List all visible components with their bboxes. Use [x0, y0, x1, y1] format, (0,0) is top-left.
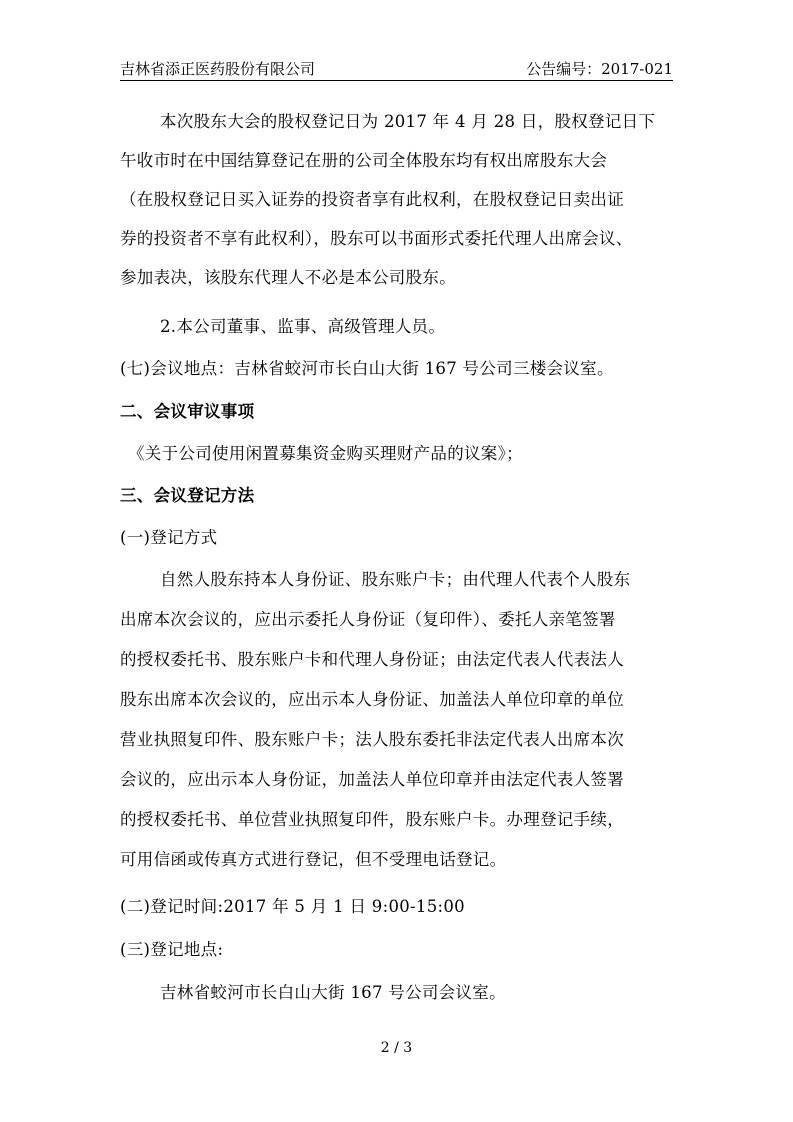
list-item: 2.本公司董事、监事、高级管理人员。: [160, 317, 446, 336]
paragraph-line: （在股权登记日买入证券的投资者享有此权利，在股权登记日卖出证: [120, 190, 624, 209]
paragraph-line: 股东出席本次会议的，应出示本人身份证、加盖法人单位印章的单位: [120, 690, 624, 709]
paragraph-line: 券的投资者不享有此权利），股东可以书面形式委托代理人出席会议、: [120, 229, 633, 248]
paragraph-line: 可用信函或传真方式进行登记，但不受理电话登记。: [120, 850, 507, 869]
section-heading: 三、会议登记方法: [120, 486, 255, 505]
section-heading: 二、会议审议事项: [120, 402, 255, 421]
paragraph-line: 营业执照复印件、股东账户卡；法人股东委托非法定代表人出席本次: [120, 730, 624, 749]
paragraph-line: 出席本次会议的，应出示委托人身份证（复印件）、委托人亲笔签署: [120, 610, 616, 629]
paragraph-line: 自然人股东持本人身份证、股东账户卡；由代理人代表个人股东: [160, 570, 631, 589]
paragraph-line: 会议的，应出示本人身份证，加盖法人单位印章并由法定代表人签署: [120, 770, 624, 789]
paragraph-line: 午收市时在中国结算登记在册的公司全体股东均有权出席股东大会: [120, 151, 608, 170]
registration-location: 吉林省蛟河市长白山大街 167 号公司会议室。: [160, 983, 506, 1002]
proposal-title: 《关于公司使用闲置募集资金购买理财产品的议案》；: [128, 444, 523, 463]
paragraph-line: 的授权委托书、单位营业执照复印件，股东账户卡。办理登记手续，: [120, 810, 624, 829]
paragraph-line: 参加表决，该股东代理人不必是本公司股东。: [120, 268, 456, 287]
announcement-number: 公告编号：2017-021: [526, 60, 673, 78]
subsection-title: (一)登记方式: [120, 528, 218, 547]
registration-time: (二)登记时间:2017 年 5 月 1 日 9:00-15:00: [120, 897, 465, 916]
paragraph-line: 本次股东大会的股权登记日为 2017 年 4 月 28 日，股权登记日下: [160, 112, 656, 131]
subsection-title: (三)登记地点:: [120, 940, 224, 959]
page-number: 2 / 3: [380, 1040, 413, 1056]
list-item: (七)会议地点：吉林省蛟河市长白山大街 167 号公司三楼会议室。: [120, 359, 614, 378]
page-header: [120, 58, 673, 81]
paragraph-line: 的授权委托书、股东账户卡和代理人身份证；由法定代表人代表法人: [120, 650, 624, 669]
company-name: 吉林省添正医药股份有限公司: [120, 60, 316, 78]
